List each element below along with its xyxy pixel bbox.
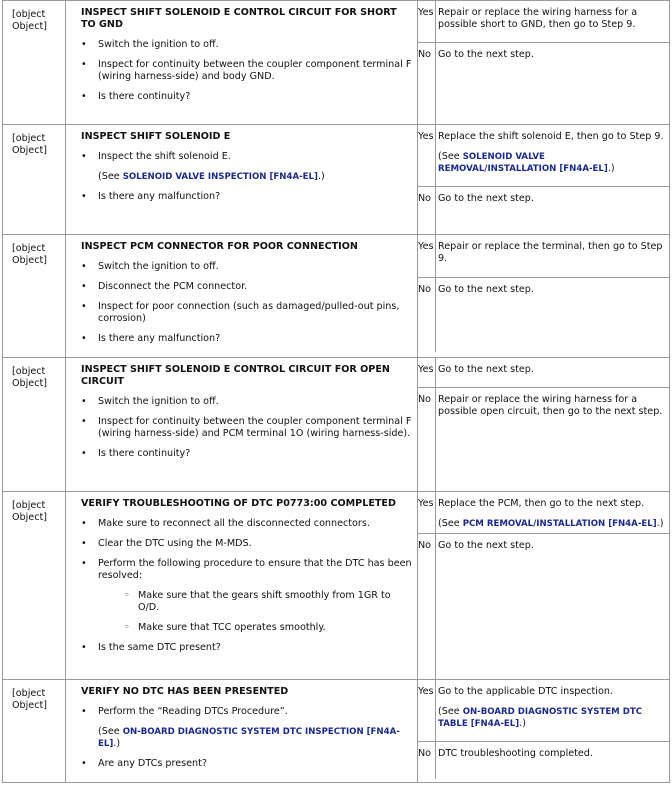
- no-action-text: Repair or replace the wiring harness for a possible open circuit, then go to the next step.: [438, 394, 663, 417]
- action-text: Are any DTCs present?: [98, 758, 207, 769]
- action-item: [78, 39, 413, 51]
- yes-label: Yes: [418, 241, 434, 252]
- see-suffix: .): [656, 518, 664, 529]
- yes-label: Yes: [418, 364, 434, 375]
- action-text: Clear the DTC using the M-MDS.: [98, 538, 252, 549]
- yes-label: Yes: [418, 498, 434, 509]
- action-text: Is there continuity?: [98, 448, 191, 459]
- action-item: [78, 448, 413, 460]
- yes-result: [418, 235, 669, 278]
- see-prefix: (See: [98, 171, 123, 182]
- action-text: Disconnect the PCM connector.: [98, 281, 248, 292]
- step-row: [3, 125, 670, 235]
- yes-result: [418, 680, 669, 742]
- yes-label: Yes: [418, 131, 434, 142]
- yes-label: Yes: [418, 7, 434, 18]
- action-item: [78, 706, 413, 750]
- yes-action-text: Replace the shift solenoid E, then go to Step 9.: [438, 131, 664, 142]
- action-item: [78, 59, 413, 83]
- yes-action-text: Replace the PCM, then go to the next step.: [438, 498, 645, 509]
- see-suffix: .): [113, 738, 121, 749]
- see-reference: [438, 518, 666, 530]
- see-reference: [438, 151, 666, 175]
- action-item: [78, 416, 413, 440]
- see-reference: [98, 171, 413, 183]
- action-text: Inspect for continuity between the coupler component terminal F (wiring harness-side) and PCM terminal 1O (wiring harness-side).: [98, 416, 412, 439]
- no-action-text: Go to the next step.: [438, 193, 534, 204]
- see-reference: [98, 726, 413, 750]
- action-item: [78, 301, 413, 325]
- action-cell: [66, 235, 418, 358]
- sub-action-list: [98, 590, 413, 634]
- action-list: [78, 396, 413, 460]
- see-prefix: (See: [98, 726, 123, 737]
- action-item: [78, 261, 413, 273]
- no-result: [418, 534, 669, 679]
- step-title: INSPECT PCM CONNECTOR FOR POOR CONNECTION: [81, 241, 358, 252]
- no-result: [418, 388, 669, 491]
- see-suffix: .): [519, 718, 526, 729]
- action-list: [78, 39, 413, 103]
- action-text: Switch the ignition to off.: [98, 39, 219, 50]
- step-number: [object Object]: [12, 243, 47, 266]
- yes-action-text: Repair or replace the terminal, then go to Step 9.: [438, 241, 663, 264]
- yes-action-text: Go to the next step.: [438, 364, 534, 375]
- action-cell: [66, 1, 418, 125]
- sub-action-item: ◦ Make sure that the gears shift smoothly from 1GR to O/D.: [120, 590, 413, 614]
- yes-label: Yes: [418, 686, 434, 697]
- action-item: [78, 558, 413, 634]
- step-number: [object Object]: [12, 688, 47, 711]
- no-action-text: Go to the next step.: [438, 49, 534, 60]
- action-item: [78, 518, 413, 530]
- action-text: Make sure to reconnect all the disconnected connectors.: [98, 518, 370, 529]
- troubleshooting-table: [2, 0, 670, 783]
- yes-result: [418, 125, 669, 187]
- result-cell: [418, 358, 670, 492]
- action-item: [78, 151, 413, 183]
- step-title: INSPECT SHIFT SOLENOID E CONTROL CIRCUIT FOR SHORT TO GND: [81, 7, 397, 30]
- step-row: [3, 492, 670, 680]
- no-action-text: DTC troubleshooting completed.: [438, 748, 593, 759]
- step-row: [3, 358, 670, 492]
- see-suffix: .): [607, 163, 615, 174]
- step-title: VERIFY NO DTC HAS BEEN PRESENTED: [81, 686, 289, 697]
- action-text: Is there any malfunction?: [98, 191, 221, 202]
- step-number-cell: [3, 358, 66, 492]
- action-item: [78, 333, 413, 345]
- yes-result: [418, 358, 669, 388]
- see-reference: [438, 706, 666, 730]
- result-cell: [418, 680, 670, 783]
- no-label: No: [418, 748, 432, 759]
- step-row: [3, 680, 670, 783]
- yes-action-text: Repair or replace the wiring harness for a possible short to GND, then go to Step 9.: [438, 7, 638, 30]
- yes-action-text: Go to the applicable DTC inspection.: [438, 686, 613, 697]
- action-text: Perform the following procedure to ensure that the DTC has been resolved:: [98, 558, 412, 581]
- yes-result: [418, 1, 669, 43]
- reference-link[interactable]: PCM REMOVAL/INSTALLATION [FN4A-EL]: [462, 519, 657, 529]
- action-item: [78, 642, 413, 654]
- no-result: [418, 187, 669, 234]
- action-list: [78, 261, 413, 345]
- see-prefix: (See: [438, 518, 463, 529]
- see-prefix: (See: [438, 151, 463, 162]
- no-action-text: Go to the next step.: [438, 540, 534, 551]
- action-cell: [66, 358, 418, 492]
- step-number: [object Object]: [12, 9, 47, 32]
- no-action-text: Go to the next step.: [438, 284, 534, 295]
- step-number-cell: [3, 1, 66, 125]
- no-label: No: [418, 394, 432, 405]
- no-result: [418, 43, 669, 124]
- action-list: [78, 518, 413, 654]
- no-label: No: [418, 540, 432, 551]
- action-text: Perform the “Reading DTCs Procedure”.: [98, 706, 288, 717]
- step-row: [3, 235, 670, 358]
- action-item: [78, 191, 413, 203]
- reference-link[interactable]: SOLENOID VALVE INSPECTION [FN4A-EL]: [122, 172, 318, 182]
- no-result: [418, 742, 669, 779]
- step-title: INSPECT SHIFT SOLENOID E: [81, 131, 231, 142]
- step-number: [object Object]: [12, 500, 47, 523]
- reference-link[interactable]: ON-BOARD DIAGNOSTIC SYSTEM DTC INSPECTION [FN4A-EL]: [98, 727, 400, 749]
- action-item: [78, 91, 413, 103]
- no-label: No: [418, 284, 432, 295]
- reference-link[interactable]: ON-BOARD DIAGNOSTIC SYSTEM DTC TABLE [FN4A-EL]: [438, 707, 643, 729]
- action-text: Inspect for poor connection (such as damaged/pulled-out pins, corrosion): [98, 301, 400, 324]
- action-item: [78, 538, 413, 550]
- result-cell: [418, 1, 670, 125]
- reference-link[interactable]: SOLENOID VALVE REMOVAL/INSTALLATION [FN4A-EL]: [438, 152, 608, 174]
- action-text: Is there any malfunction?: [98, 333, 221, 344]
- step-number: [object Object]: [12, 133, 47, 156]
- no-label: No: [418, 193, 432, 204]
- action-list: [78, 706, 413, 770]
- see-prefix: (See: [438, 706, 463, 717]
- action-text: Switch the ignition to off.: [98, 396, 219, 407]
- step-number-cell: [3, 680, 66, 783]
- yes-result: [418, 492, 669, 534]
- step-row: [3, 1, 670, 125]
- result-cell: [418, 235, 670, 358]
- action-cell: [66, 125, 418, 235]
- action-text: Switch the ignition to off.: [98, 261, 219, 272]
- step-number: [object Object]: [12, 366, 47, 389]
- result-cell: [418, 125, 670, 235]
- action-text: Is there continuity?: [98, 91, 191, 102]
- action-text: Is the same DTC present?: [98, 642, 221, 653]
- no-result: [418, 278, 669, 352]
- action-item: [78, 396, 413, 408]
- step-number-cell: [3, 492, 66, 680]
- see-suffix: .): [317, 171, 325, 182]
- action-list: [78, 151, 413, 203]
- step-title: INSPECT SHIFT SOLENOID E CONTROL CIRCUIT FOR OPEN CIRCUIT: [81, 364, 390, 387]
- no-label: No: [418, 49, 432, 60]
- action-item: [78, 758, 413, 770]
- action-cell: [66, 680, 418, 783]
- step-title: VERIFY TROUBLESHOOTING OF DTC P0773:00 COMPLETED: [81, 498, 396, 509]
- result-cell: [418, 492, 670, 680]
- action-cell: [66, 492, 418, 680]
- step-number-cell: [3, 125, 66, 235]
- sub-action-item: ◦ Make sure that TCC operates smoothly.: [120, 622, 413, 634]
- action-text: Inspect for continuity between the coupler component terminal F (wiring harness-side) and body GND.: [98, 59, 412, 82]
- action-item: [78, 281, 413, 293]
- action-text: Inspect the shift solenoid E.: [98, 151, 231, 162]
- step-number-cell: [3, 235, 66, 358]
